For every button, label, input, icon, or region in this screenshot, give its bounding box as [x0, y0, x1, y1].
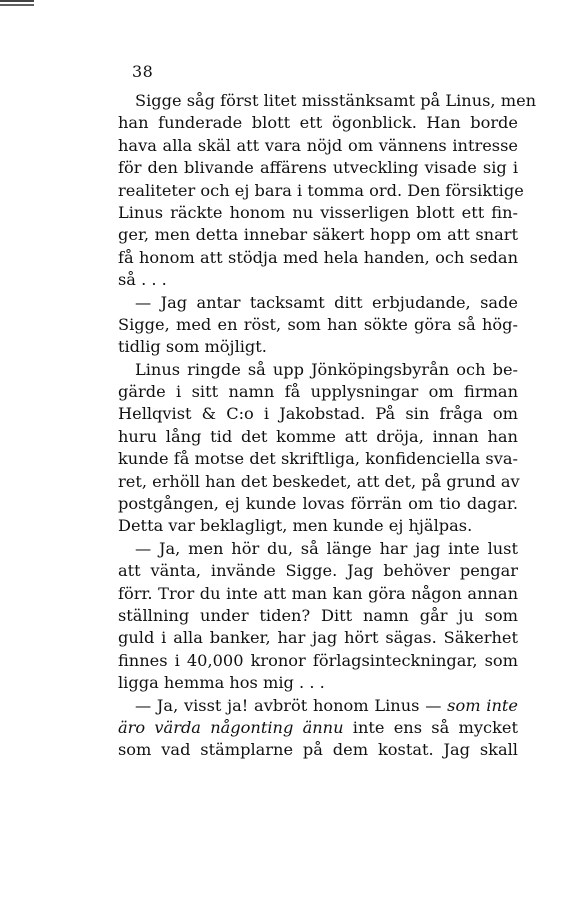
text-line: gärde i sitt namn få upplysningar om firman	[118, 382, 518, 402]
text-line: att vänta, invände Sigge. Jag behöver pengar	[118, 561, 518, 581]
text-line: han funderade blott ett ögonblick. Han borde	[118, 113, 518, 133]
text-line: Linus ringde så upp Jönköpingsbyrån och be-	[135, 359, 518, 379]
text-line: ret, erhöll han det beskedet, att det, på grund av	[118, 471, 520, 491]
scan-corner-mark	[0, 0, 34, 8]
text-line: ger, men detta innebar säkert hopp om att snart	[118, 225, 518, 245]
text-line: kunde få motse det skriftliga, konfidenciella sva-	[118, 449, 518, 469]
text-line: Sigge, med en röst, som han sökte göra så hög-	[118, 314, 518, 334]
text-line-mixed	[118, 717, 518, 739]
text-line: guld i alla banker, har jag hört sägas. Säkerhet	[118, 628, 518, 648]
text-line: Hellqvist & C:o i Jakobstad. På sin fråga om	[118, 404, 518, 424]
text-line: Linus räckte honom nu visserligen blott ett fin-	[118, 202, 518, 222]
text-line: som vad stämplarne på dem kostat. Jag skall	[118, 740, 518, 760]
italic-text: äro värda någonting ännu	[118, 717, 344, 737]
page-number: 38	[132, 62, 154, 81]
italic-text: som inte	[447, 695, 518, 715]
text-line: — Jag antar tacksamt ditt erbjudande, sade	[135, 292, 518, 312]
text-line: postgången, ej kunde lovas förrän om tio dagar.	[118, 494, 518, 514]
text-line-mixed	[118, 695, 518, 717]
text-line: hava alla skäl att vara nöjd om vännens intresse	[118, 135, 518, 155]
text-line: ställning under tiden? Ditt namn går ju som	[118, 605, 518, 625]
text-line: finnes i 40,000 kronor förlagsinteckningar, som	[118, 650, 518, 670]
text-line: huru lång tid det komme att dröja, innan han	[118, 426, 518, 446]
text-line: realiteter och ej bara i tomma ord. Den försiktige	[118, 180, 524, 200]
text-line: ligga hemma hos mig . . .	[118, 673, 325, 693]
text-line: Sigge såg först litet misstänksamt på Linus, men	[135, 91, 537, 110]
roman-text: — Ja, visst ja! avbröt honom Linus —	[135, 695, 442, 715]
text-line: — Ja, men hör du, så länge har jag inte lust	[135, 538, 518, 558]
text-line: förr. Tror du inte att man kan göra någon annan	[118, 583, 518, 603]
text-line: få honom att stödja med hela handen, och sedan	[118, 247, 518, 267]
text-line: Detta var beklagligt, men kunde ej hjälpas.	[118, 516, 473, 536]
text-line: för den blivande affärens utveckling visade sig i	[118, 158, 518, 178]
roman-text: inte ens så mycket	[343, 717, 518, 737]
text-line: så . . .	[118, 270, 167, 290]
body-text	[118, 90, 537, 762]
text-line: tidlig som möjligt.	[118, 337, 267, 357]
